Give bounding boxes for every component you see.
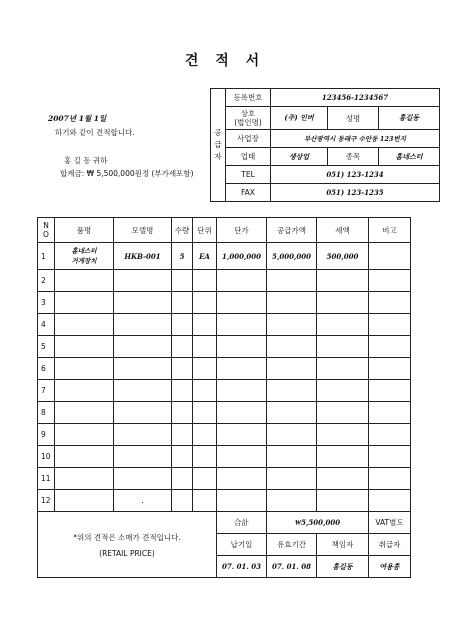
- delivery-label: 납기일: [217, 534, 267, 556]
- type-value: 홈네스터: [379, 148, 440, 166]
- valid-label: 유효기간: [267, 534, 317, 556]
- biz-value: 생상업: [271, 148, 328, 166]
- reg-label: 등록번호: [226, 89, 271, 107]
- company-label: 상호 (법인명): [226, 107, 271, 130]
- col-note: 비고: [369, 218, 411, 243]
- handler-label: 취급자: [369, 534, 411, 556]
- supplier-side-label: 공 급 자: [211, 89, 226, 202]
- delivery-value: 07. 01. 03: [217, 556, 267, 578]
- document-title: 견 적 서: [184, 53, 266, 69]
- table-row: 7: [38, 380, 411, 402]
- col-name: 품명: [55, 218, 114, 243]
- name-value: 홍길동: [379, 107, 440, 130]
- col-qty: 수량: [172, 218, 193, 243]
- table-row: 3: [38, 292, 411, 314]
- quote-intro: 하기와 같이 견적합니다.: [55, 128, 135, 137]
- col-no: N O: [38, 218, 55, 243]
- resp-label: 책임자: [317, 534, 369, 556]
- addr-value: 부산광역시 동래구 수안동 123번지: [271, 130, 440, 148]
- tel-value: 051) 123-1234: [271, 166, 440, 184]
- table-row: 12 .: [38, 490, 411, 512]
- table-row: 2: [38, 270, 411, 292]
- table-row: 1 홈네스터 거게장치 HKB-001 5 EA 1,000,000 5,000,000 500,000: [38, 243, 411, 270]
- table-row: 11: [38, 468, 411, 490]
- vat-label: VAT별도: [369, 512, 411, 534]
- type-label: 종목: [328, 148, 379, 166]
- reg-value: 123456-1234567: [271, 89, 440, 107]
- sum-label: 合計: [217, 512, 267, 534]
- col-model: 모델명: [114, 218, 172, 243]
- tel-label: TEL: [226, 166, 271, 184]
- quote-date: 2007년 1월 1일: [48, 114, 107, 123]
- table-row: 5: [38, 336, 411, 358]
- table-row: 10: [38, 446, 411, 468]
- col-price: 단가: [217, 218, 267, 243]
- table-row: 4: [38, 314, 411, 336]
- fax-label: FAX: [226, 184, 271, 202]
- fax-value: 051) 123-1235: [271, 184, 440, 202]
- recipient: 홍 길 동 귀하: [64, 156, 108, 165]
- col-supply: 공급가액: [267, 218, 317, 243]
- col-tax: 세액: [317, 218, 369, 243]
- table-row: 9: [38, 424, 411, 446]
- addr-label: 사업장: [226, 130, 271, 148]
- items-table: [37, 217, 411, 578]
- company-value: (주) 인버: [271, 107, 328, 130]
- resp-value: 홍길동: [317, 556, 369, 578]
- name-label: 성명: [328, 107, 379, 130]
- retail-note: *위의 견적은 소매가 견적입니다. (RETAIL PRICE): [38, 512, 217, 578]
- handler-value: 여용흥: [369, 556, 411, 578]
- table-row: 6: [38, 358, 411, 380]
- total-amount: 합계금: ₩ 5,500,000원정 (부가세포함): [60, 169, 194, 178]
- biz-label: 업태: [226, 148, 271, 166]
- valid-value: 07. 01. 08: [267, 556, 317, 578]
- sum-value: ₩5,500,000: [267, 512, 369, 534]
- col-unit: 단위: [193, 218, 217, 243]
- table-row: 8: [38, 402, 411, 424]
- supplier-table: [210, 88, 440, 202]
